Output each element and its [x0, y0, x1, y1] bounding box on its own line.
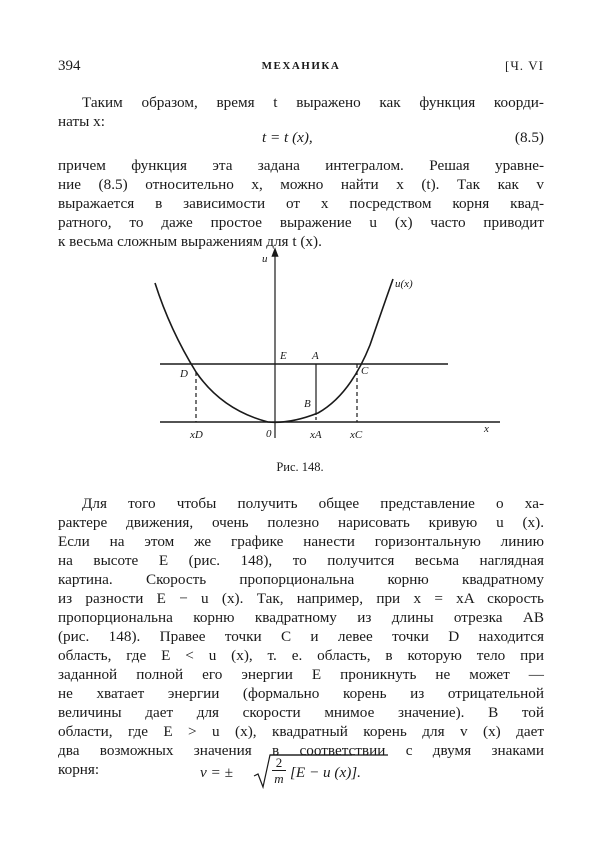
text-line: ратного, то даже простое выражение u (x) часто приводит	[58, 214, 544, 231]
text-line: (рис. 148). Правее точки C и левее точки D находится	[58, 628, 544, 645]
text-line: ние (8.5) относительно x, можно найти x (t). Так как v	[58, 176, 544, 193]
text-line: к весьма сложным выражениям для t (x).	[58, 233, 322, 250]
label-A: A	[312, 350, 319, 362]
text-line: из разности E − u (x). Так, например, при x = xA скорость	[58, 590, 544, 607]
paragraph-3	[58, 494, 544, 779]
label-B: B	[304, 398, 311, 410]
text-line: область, где E < u (x), т. е. область, в которую тело при	[58, 647, 544, 664]
page-number: 394	[58, 58, 81, 74]
text-line: выражается в зависимости от x посредством корня квад-	[58, 195, 544, 212]
text-line: на высоте E (рис. 148), то получится весьма наглядная	[58, 552, 544, 569]
label-E: E	[280, 350, 287, 362]
equation-lhs: v = ±	[200, 764, 233, 781]
text-line: пропорциональна корню квадратному из длины отрезка AB	[58, 609, 544, 626]
label-curve: u(x)	[395, 278, 413, 290]
label-xC: xC	[350, 429, 363, 441]
text-line: Таким образом, время t выражено как функция коорди-	[82, 94, 544, 111]
equation-bracket: [E − u (x)].	[290, 764, 361, 781]
label-xA: xA	[310, 429, 322, 441]
text-line: области, где E > u (x), квадратный корень для v (x) дает	[58, 723, 544, 740]
figure-caption: Рис. 148.	[276, 460, 324, 474]
text-line: картина. Скорость пропорциональна корню квадратному	[58, 571, 544, 588]
equation-number: (8.5)	[514, 129, 544, 146]
text-line: Для того чтобы получить общее представление о ха-	[82, 495, 544, 512]
text-line: наты x:	[58, 113, 105, 130]
text-line: рактере движения, очень полезно нарисовать кривую u (x).	[58, 514, 544, 531]
running-title: МЕХАНИКА	[261, 60, 341, 72]
label-xD: xD	[190, 429, 203, 441]
text-line: два возможных значения в соответствии с двумя знаками	[58, 742, 544, 759]
label-origin: 0	[266, 428, 272, 440]
radical-bar	[270, 754, 390, 760]
text-line: корня:	[58, 761, 100, 778]
label-C: C	[361, 365, 369, 377]
equation-body: t = t (x),	[262, 129, 313, 146]
text-line: не хватает энергии (формально корень из отрицательной	[58, 685, 544, 702]
label-x-axis: x	[484, 423, 489, 435]
text-line: Если на этом же графике нанести горизонтальную линию	[58, 533, 544, 550]
fraction-denominator: m	[274, 771, 284, 786]
fraction-numerator: 2	[272, 755, 286, 771]
text-line: заданной полной его энергии E проникнуть не может —	[58, 666, 544, 683]
label-D: D	[180, 368, 188, 380]
chapter-label: [Ч. VI	[505, 58, 544, 73]
label-u-axis: u	[262, 253, 268, 265]
text-line: причем функция эта задана интегралом. Решая уравне-	[58, 157, 544, 174]
text-line: величины дает для скорости мнимое значение). В той	[58, 704, 544, 721]
